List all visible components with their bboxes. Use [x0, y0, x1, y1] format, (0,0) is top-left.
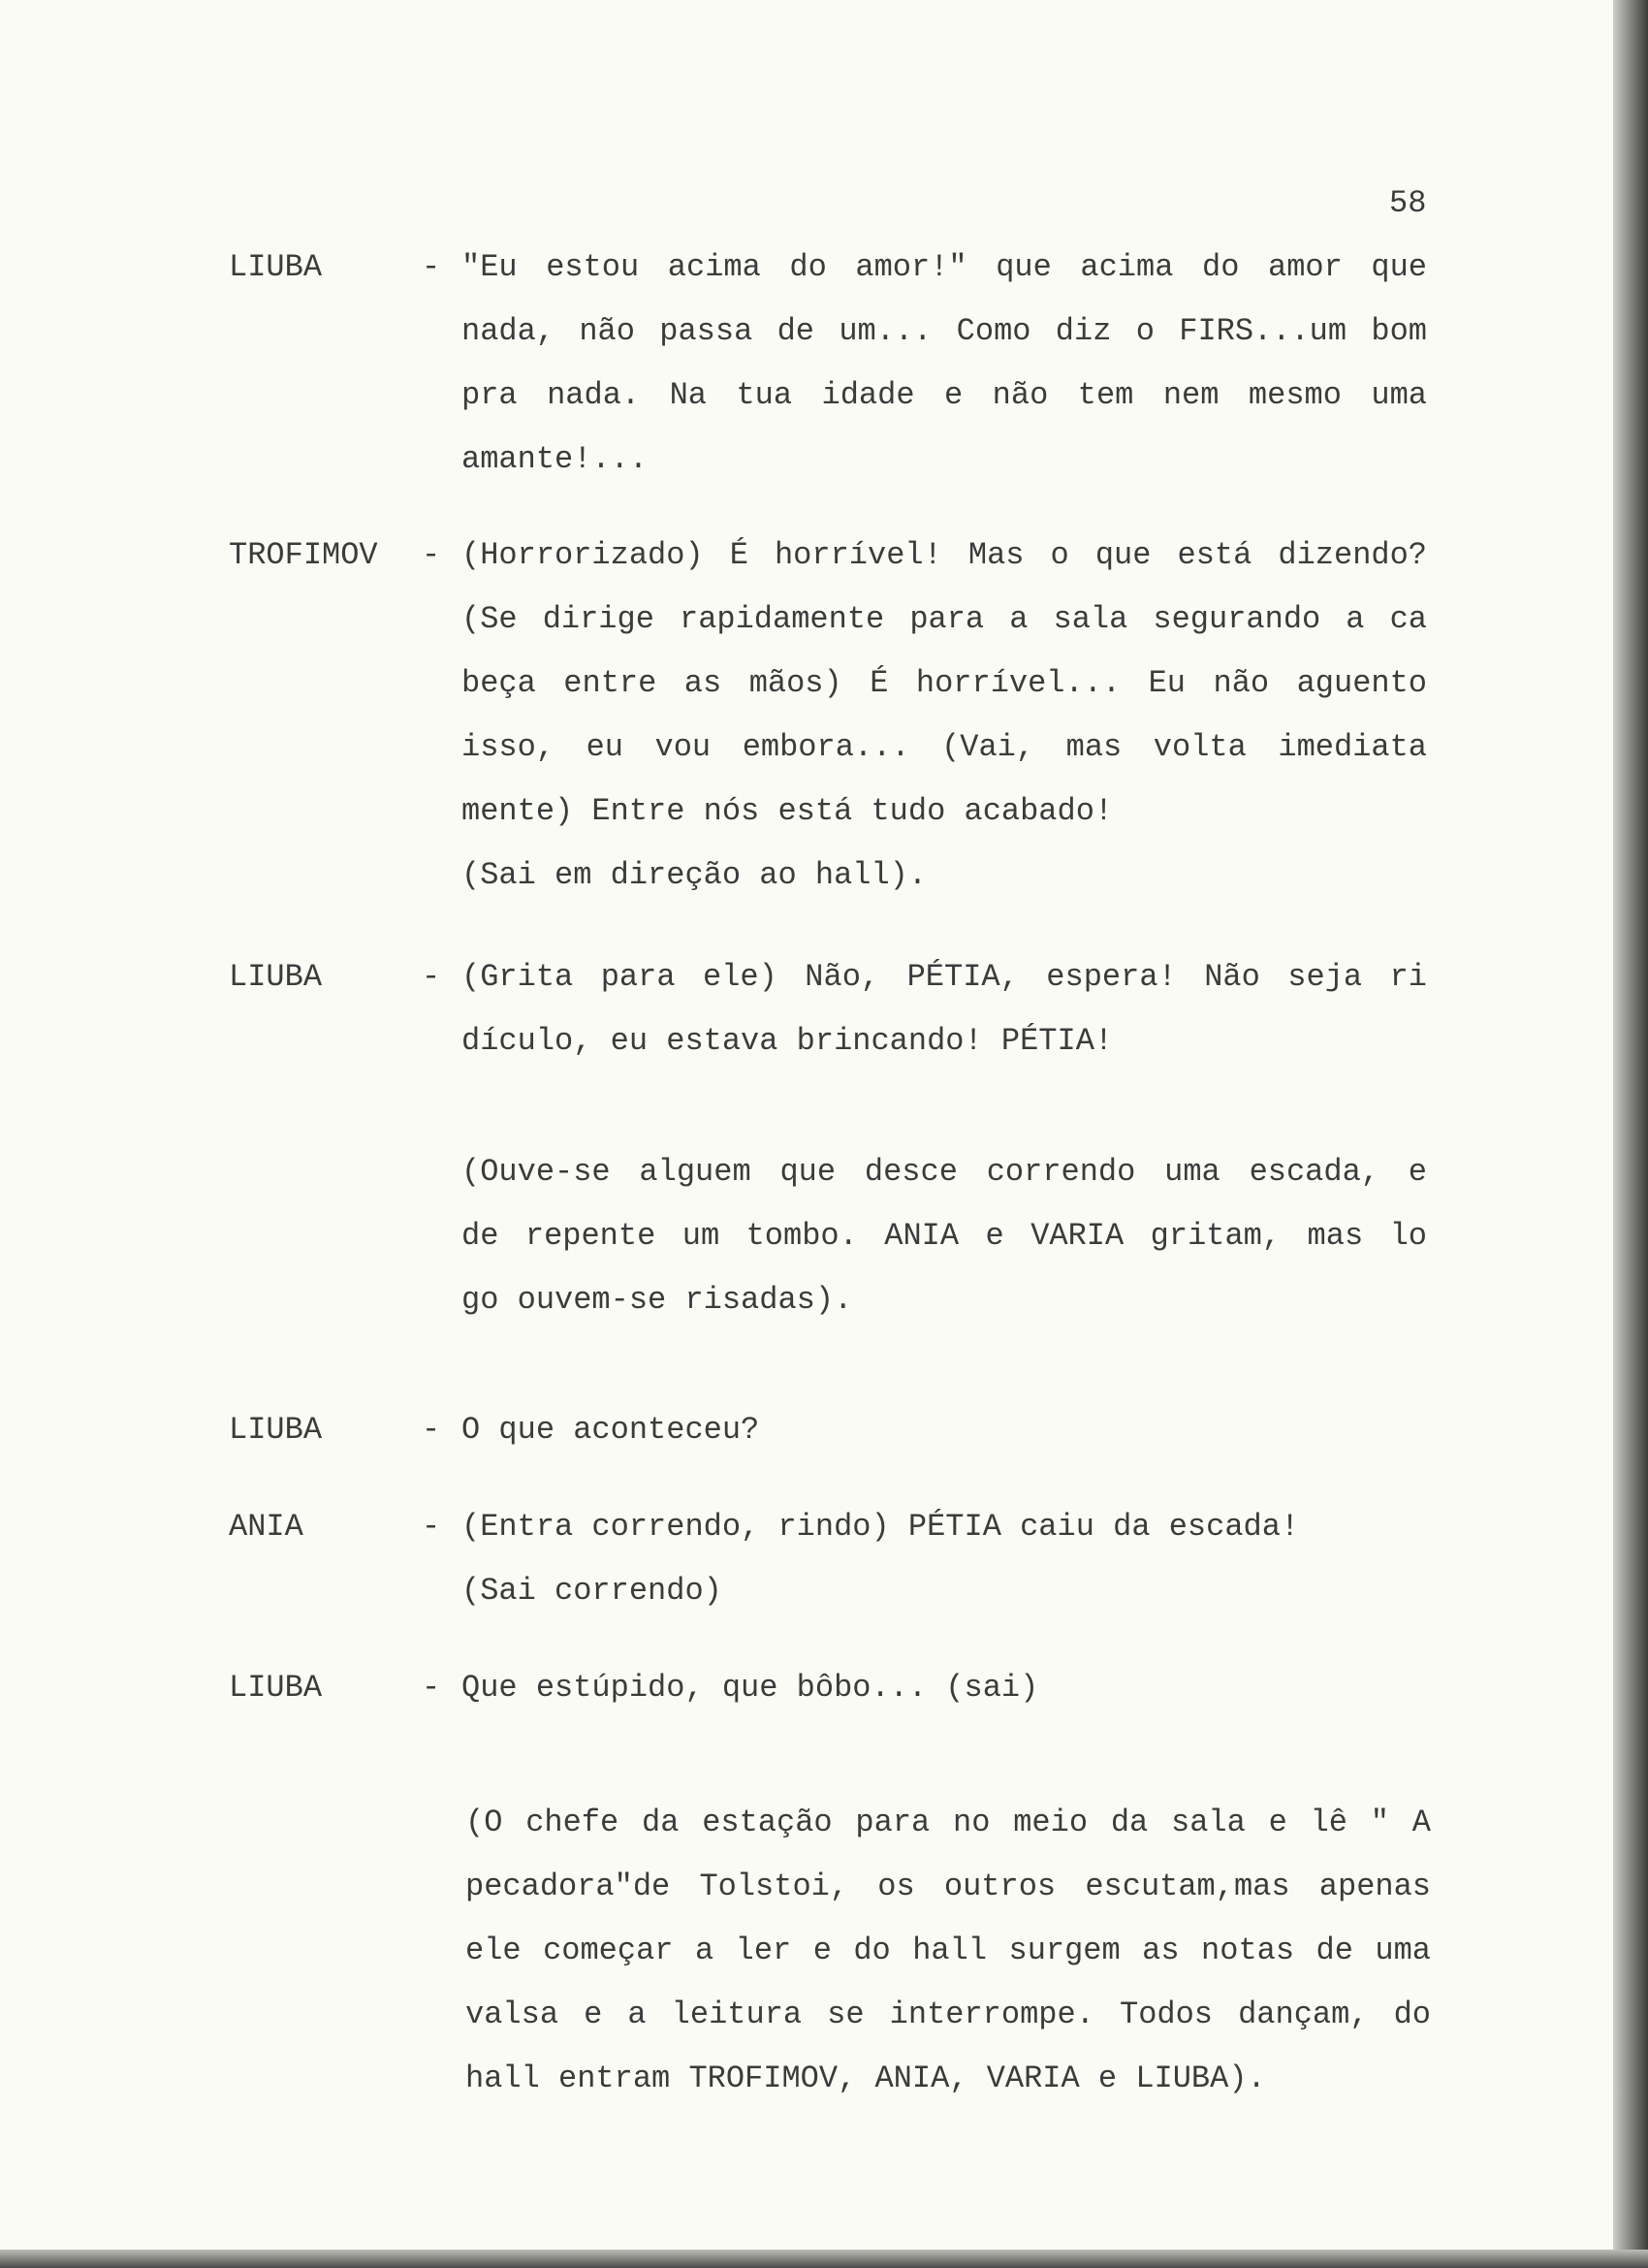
speaker-name: ANIA [229, 1509, 303, 1545]
stage-direction-line: valsa e a leitura se interrompe. Todos dançam, do [465, 1996, 1431, 2032]
dialogue-line: (Horrorizado) É horrível! Mas o que está dizendo? [461, 537, 1427, 573]
dialogue-line: (Grita para ele) Não, PÉTIA, espera! Não seja ri [461, 959, 1427, 995]
scan-edge-bottom [0, 2250, 1648, 2268]
stage-direction-line: hall entram TROFIMOV, ANIA, VARIA e LIUBA). [465, 2060, 1266, 2096]
dialogue-line: O que aconteceu? [461, 1412, 760, 1448]
dialogue-line: pra nada. Na tua idade e não tem nem mesmo uma [461, 377, 1427, 413]
dialogue-line: "Eu estou acima do amor!" que acima do amor que [461, 249, 1427, 285]
dialogue-line: Que estúpido, que bôbo... (sai) [461, 1670, 1039, 1706]
dialogue-dash: - [422, 249, 441, 285]
stage-direction-line: pecadora"de Tolstoi, os outros escutam,mas apenas [465, 1869, 1431, 1904]
scan-edge-right [1613, 0, 1648, 2268]
speaker-name: LIUBA [229, 249, 323, 285]
dialogue-dash: - [422, 959, 441, 995]
dialogue-line: mente) Entre nós está tudo acabado! [461, 793, 1114, 829]
page-number: 58 [1389, 185, 1427, 221]
stage-direction-line: go ouvem-se risadas). [461, 1282, 853, 1318]
dialogue-dash: - [422, 1412, 441, 1448]
stage-direction-line: (Ouve-se alguem que desce correndo uma escada, e [461, 1154, 1427, 1190]
dialogue-line: beça entre as mãos) É horrível... Eu não aguento [461, 665, 1427, 701]
dialogue-line: (Se dirige rapidamente para a sala segurando a ca [461, 601, 1427, 637]
stage-direction-line: (O chefe da estação para no meio da sala e lê " A [465, 1805, 1431, 1840]
speaker-name: TROFIMOV [229, 537, 378, 573]
stage-direction-line: de repente um tombo. ANIA e VARIA gritam, mas lo [461, 1218, 1427, 1254]
dialogue-line: (Sai em direção ao hall). [461, 857, 928, 893]
dialogue-line: (Entra correndo, rindo) PÉTIA caiu da escada! [461, 1509, 1300, 1545]
dialogue-line: dículo, eu estava brincando! PÉTIA! [461, 1023, 1114, 1059]
speaker-name: LIUBA [229, 1670, 323, 1706]
dialogue-line: amante!... [461, 441, 649, 477]
dialogue-dash: - [422, 1670, 441, 1706]
dialogue-dash: - [422, 1509, 441, 1545]
dialogue-dash: - [422, 537, 441, 573]
dialogue-line: isso, eu vou embora... (Vai, mas volta imediata [461, 729, 1427, 765]
stage-direction-line: ele começar a ler e do hall surgem as notas de uma [465, 1933, 1431, 1968]
dialogue-line: (Sai correndo) [461, 1573, 722, 1609]
dialogue-line: nada, não passa de um... Como diz o FIRS...um bom [461, 313, 1427, 349]
speaker-name: LIUBA [229, 1412, 323, 1448]
speaker-name: LIUBA [229, 959, 323, 995]
